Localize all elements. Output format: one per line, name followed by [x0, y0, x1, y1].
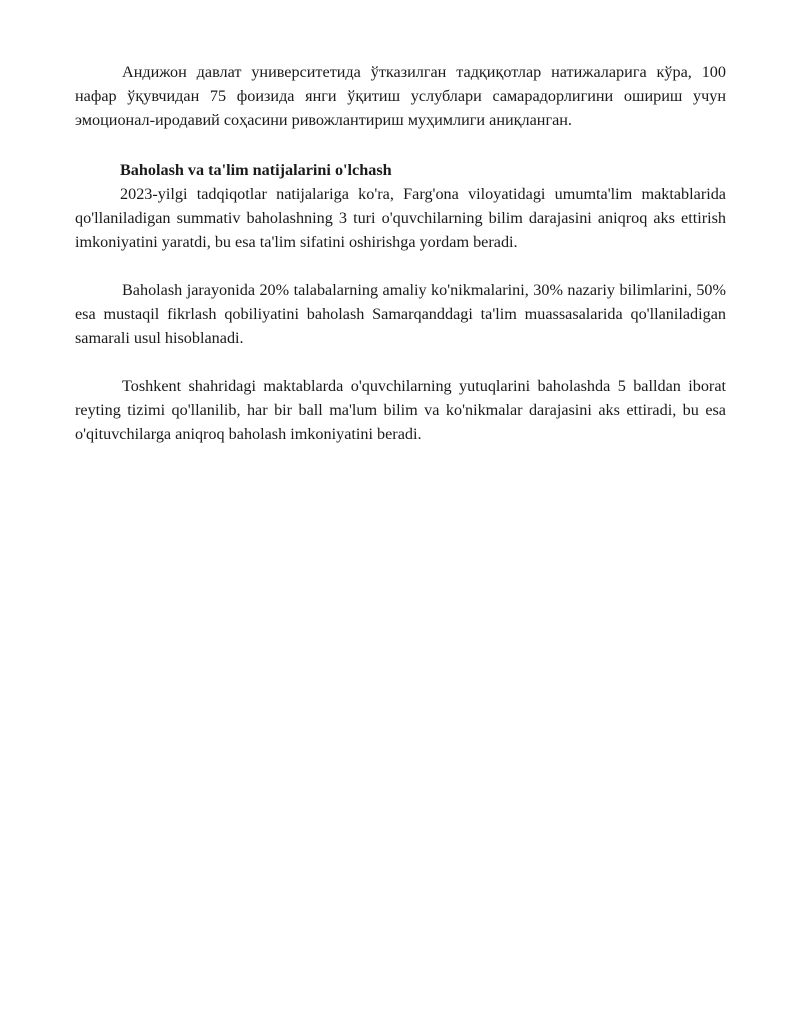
body-paragraph: 2023-yilgi tadqiqotlar natijalariga ko'ra, Farg'ona viloyatidagi umumta'lim maktablarida qo'llaniladigan summativ baholashning 3 turi o'quvchilarning bilim darajasini aniqroq aks ettirish imkoniyatini yaratdi, bu esa ta'lim sifatini oshirishga yordam beradi.: [75, 185, 726, 251]
intro-paragraph: Андижон давлат университетида ўтказилган тадқиқотлар натижаларига кўра, 100 нафар ўқувчидан 75 фоизида янги ўқитиш услублари самарадорлигини ошириш учун эмоционал-иродавий соҳасини ривожлантириш муҳимлиги аниқланган.: [75, 63, 726, 129]
body-paragraph: Baholash jarayonida 20% talabalarning amaliy ko'nikmalarini, 30% nazariy bilimlarini, 50% esa mustaqil fikrlash qobiliyatini baholash Samarqanddagi ta'lim muassasalarida qo'llaniladigan samarali usul hisoblanadi.: [75, 281, 726, 347]
section-heading: Baholash va ta'lim natijalarini o'lchash: [120, 161, 392, 179]
document-page: [75, 60, 726, 446]
body-paragraph: Toshkent shahridagi maktablarda o'quvchilarning yutuqlarini baholashda 5 balldan iborat reyting tizimi qo'llanilib, har bir ball ma'lum bilim va ko'nikmalar darajasini aks ettiradi, bu esa o'qituvchilarga aniqroq baholash imkoniyatini beradi.: [75, 377, 726, 443]
